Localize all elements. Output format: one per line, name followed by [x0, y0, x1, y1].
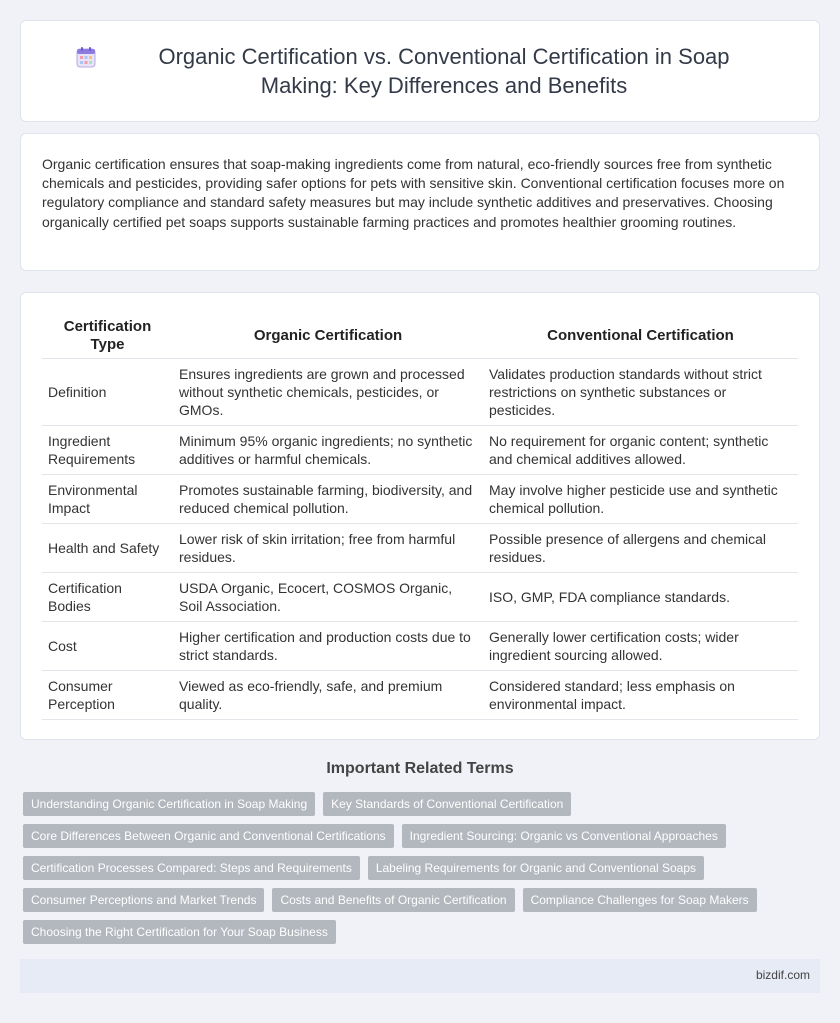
column-header-organic: Organic Certification — [173, 314, 483, 359]
conventional-cell: Possible presence of allergens and chemical residues. — [483, 524, 798, 573]
conventional-cell: Considered standard; less emphasis on environmental impact. — [483, 671, 798, 720]
organic-cell: USDA Organic, Ecocert, COSMOS Organic, Soil Association. — [173, 573, 483, 622]
conventional-cell: Generally lower certification costs; wider ingredient sourcing allowed. — [483, 622, 798, 671]
related-term-link[interactable]: Understanding Organic Certification in Soap Making — [23, 792, 315, 816]
table-row — [42, 573, 798, 622]
conventional-cell: May involve higher pesticide use and synthetic chemical pollution. — [483, 475, 798, 524]
related-term-link[interactable]: Ingredient Sourcing: Organic vs Conventional Approaches — [402, 824, 726, 848]
related-term-link[interactable]: Core Differences Between Organic and Conventional Certifications — [23, 824, 394, 848]
footer — [20, 959, 820, 993]
row-label: Environmental Impact — [42, 475, 173, 524]
intro-paragraph: Organic certification ensures that soap-making ingredients come from natural, eco-friendly sources free from synthetic chemicals and pesticides, providing safer options for pets with sensitive skin. Conventional certification focuses more on regulatory compliance and standard safety measures but may include synthetic additives and preservatives. Choosing organically certified pet soaps supports sustainable farming practices and promotes healthier grooming routines. — [42, 156, 785, 230]
row-label: Cost — [42, 622, 173, 671]
comparison-table-card — [20, 292, 820, 740]
page-title: Organic Certification vs. Conventional Certification in Soap Making: Key Differences and Benefits — [158, 44, 730, 98]
organic-cell: Ensures ingredients are grown and processed without synthetic chemicals, pesticides, or GMOs. — [173, 359, 483, 426]
row-label: Ingredient Requirements — [42, 426, 173, 475]
organic-cell: Viewed as eco-friendly, safe, and premium quality. — [173, 671, 483, 720]
row-label: Health and Safety — [42, 524, 173, 573]
related-terms-list — [23, 792, 803, 944]
organic-cell: Higher certification and production costs due to strict standards. — [173, 622, 483, 671]
related-term-link[interactable]: Certification Processes Compared: Steps and Requirements — [23, 856, 360, 880]
header-card — [20, 20, 820, 122]
table-row — [42, 359, 798, 426]
row-label: Consumer Perception — [42, 671, 173, 720]
related-term-link[interactable]: Choosing the Right Certification for Your Soap Business — [23, 920, 336, 944]
related-term-link[interactable]: Costs and Benefits of Organic Certification — [272, 888, 514, 912]
conventional-cell: Validates production standards without strict restrictions on synthetic substances or pesticides. — [483, 359, 798, 426]
comparison-table — [42, 314, 798, 720]
table-header-row — [42, 314, 798, 359]
table-row — [42, 524, 798, 573]
related-term-link[interactable]: Key Standards of Conventional Certification — [323, 792, 571, 816]
table-row — [42, 671, 798, 720]
column-header-type: Certification Type — [42, 314, 173, 359]
conventional-cell: No requirement for organic content; synthetic and chemical additives allowed. — [483, 426, 798, 475]
related-terms-heading: Important Related Terms — [326, 760, 514, 777]
footer-site-name[interactable]: bizdif.com — [755, 968, 810, 982]
related-term-link[interactable]: Consumer Perceptions and Market Trends — [23, 888, 264, 912]
row-label: Certification Bodies — [42, 573, 173, 622]
table-row — [42, 475, 798, 524]
related-term-link[interactable]: Compliance Challenges for Soap Makers — [523, 888, 757, 912]
related-term-link[interactable]: Labeling Requirements for Organic and Conventional Soaps — [368, 856, 704, 880]
row-label: Definition — [42, 359, 173, 426]
organic-cell: Promotes sustainable farming, biodiversity, and reduced chemical pollution. — [173, 475, 483, 524]
intro-card — [20, 133, 820, 271]
calendar-icon — [76, 46, 96, 68]
column-header-conventional: Conventional Certification — [483, 314, 798, 359]
organic-cell: Lower risk of skin irritation; free from harmful residues. — [173, 524, 483, 573]
table-row — [42, 426, 798, 475]
conventional-cell: ISO, GMP, FDA compliance standards. — [483, 573, 798, 622]
organic-cell: Minimum 95% organic ingredients; no synthetic additives or harmful chemicals. — [173, 426, 483, 475]
table-row — [42, 622, 798, 671]
